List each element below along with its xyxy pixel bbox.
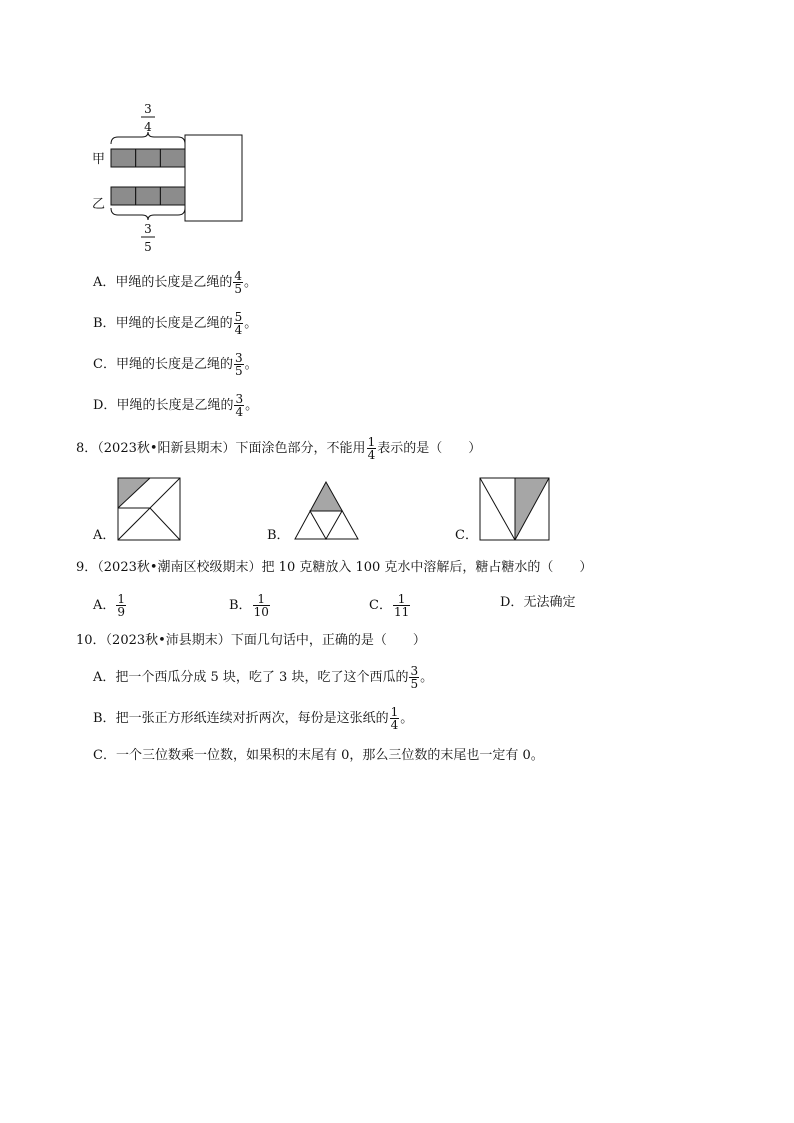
fraction: $\frac{1}{4}$ xyxy=(390,705,399,732)
rope-diagram xyxy=(0,0,794,270)
q8-option-b-label[interactable]: B． xyxy=(267,528,290,543)
fraction: $\frac{5}{4}$ xyxy=(234,310,243,337)
rope-jia-segment xyxy=(111,149,136,167)
q10-option-b[interactable]: B．把一张正方形纸连续对折两次，每份是这张纸的 $\frac{1}{4}$ 。 xyxy=(93,705,414,732)
q9-option-a[interactable]: A． $\frac{1}{9}$ xyxy=(93,592,126,619)
q10-option-c[interactable]: C．一个三位数乘一位数，如果积的末尾有 0，那么三位数的末尾也一定有 0。 xyxy=(93,748,544,763)
q7-option-a[interactable]: A．甲绳的长度是乙绳的 $\frac{4}{5}$ 。 xyxy=(93,269,258,296)
q8-option-a-label[interactable]: A． xyxy=(93,528,116,543)
q8-option-c-label[interactable]: C． xyxy=(455,528,478,543)
q7-option-c[interactable]: C．甲绳的长度是乙绳的 $\frac{3}{5}$ 。 xyxy=(93,351,258,378)
fraction: $\frac{1}{4}$ xyxy=(367,435,376,462)
bottom-brace xyxy=(111,208,185,220)
fraction: $\frac{1}{11}$ xyxy=(393,592,410,619)
q9-option-c[interactable]: C． $\frac{1}{11}$ xyxy=(369,592,410,619)
label-jia: 甲 xyxy=(92,152,106,167)
q9-option-b[interactable]: B． $\frac{1}{10}$ xyxy=(229,592,269,619)
fraction: $\frac{3}{5}$ xyxy=(410,664,419,691)
bottom-fraction-numerator: 3 xyxy=(144,222,152,236)
rope-yi-segment xyxy=(111,187,136,205)
rope-jia-segment xyxy=(160,149,185,167)
q10-option-a[interactable]: A．把一个西瓜分成 5 块，吃了 3 块，吃了这个西瓜的 $\frac{3}{5}$ 。 xyxy=(93,664,434,691)
q9-stem: 9．（2023秋•潮南区校级期末）把 10 克糖放入 100 克水中溶解后，糖占糖水的（ ） xyxy=(76,560,593,575)
rope-jia-segment xyxy=(136,149,161,167)
q8-stem: 8．（2023秋•阳新县期末）下面涂色部分，不能用 $\frac{1}{4}$ 表示的是（ ） xyxy=(76,435,482,462)
label-yi: 乙 xyxy=(92,197,106,212)
top-fraction-denominator: 4 xyxy=(144,120,152,134)
q7-option-b[interactable]: B．甲绳的长度是乙绳的 $\frac{5}{4}$ 。 xyxy=(93,310,258,337)
q8-figure-c[interactable] xyxy=(480,478,549,540)
bottom-fraction-denominator: 5 xyxy=(144,240,152,254)
fraction: $\frac{1}{10}$ xyxy=(253,592,269,619)
container-box xyxy=(185,135,242,221)
q10-stem: 10．（2023秋•沛县期末）下面几句话中，正确的是（ ） xyxy=(76,633,426,648)
rope-yi-segment xyxy=(160,187,185,205)
fraction: $\frac{3}{4}$ xyxy=(235,392,244,419)
fraction: $\frac{1}{9}$ xyxy=(117,592,126,619)
q8-figure-b[interactable] xyxy=(295,482,358,539)
fraction: $\frac{4}{5}$ xyxy=(234,269,243,296)
q8-figure-a[interactable] xyxy=(118,478,180,540)
rope-yi-segment xyxy=(136,187,161,205)
fraction: $\frac{3}{5}$ xyxy=(234,351,243,378)
q9-option-d[interactable]: D．无法确定 xyxy=(500,595,576,610)
q7-option-d[interactable]: D．甲绳的长度是乙绳的 $\frac{3}{4}$ 。 xyxy=(93,392,259,419)
top-brace xyxy=(111,132,185,144)
top-fraction-numerator: 3 xyxy=(144,102,152,116)
q8-figures xyxy=(0,475,794,545)
